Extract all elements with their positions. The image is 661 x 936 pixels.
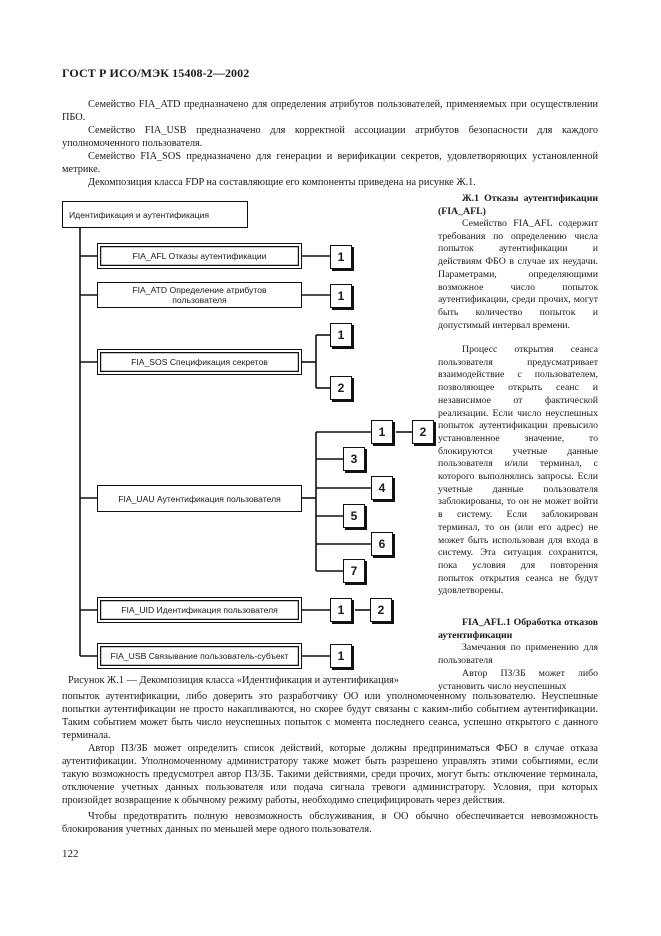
- component-box: 2: [330, 376, 352, 400]
- right-paragraph-3: Замечания по применению для пользователя: [438, 642, 598, 666]
- component-box: 1: [330, 245, 352, 269]
- paragraph-decomposition: Декомпозиция класса FDP на составляющие его компоненты приведена на рисунке Ж.1.: [88, 177, 476, 188]
- component-box: 1: [330, 323, 352, 347]
- class-box-root-label: Идентификация и аутентификация: [69, 209, 210, 220]
- class-box-root: [62, 201, 248, 228]
- component-box: 7: [343, 559, 365, 583]
- family-label: FIA_USB Связывание пользователь-субъект: [110, 651, 289, 661]
- family-box-fia-usb: [97, 643, 302, 669]
- paragraph-fia-sos: Семейство FIA_SOS предназначено для генерации и верификации секретов, удовлетворяющих установленной метрике.: [62, 151, 598, 176]
- paragraph-fia-atd: Семейство FIA_ATD предназначено для определения атрибутов пользователей, применяемых при осуществлении ПБО.: [62, 99, 598, 124]
- family-label: FIA_SOS Спецификация секретов: [131, 357, 268, 367]
- family-label: FIA_AFL Отказы аутентификации: [132, 251, 267, 261]
- component-box: 6: [371, 532, 393, 556]
- family-label: FIA_ATD Определение атрибутов пользователя: [132, 285, 267, 305]
- paragraph-denial-of-service: Чтобы предотвратить полную невозможность обслуживания, в ОО обычно обеспечивается невозможность блокирования учетных данных по меньшей мере одного пользователя.: [62, 811, 598, 836]
- component-box: 3: [343, 447, 365, 471]
- subsection-heading-fia-afl-1: FIA_AFL.1 Обработка отказов аутентификации: [438, 617, 598, 641]
- paragraph-actions: Автор ПЗ/ЗБ может определить список действий, которые должны предприниматься ФБО в случае отказа аутентификации. Уполномоченному администратору также может быть разрешено управлять этими событиями, если такую возможность предусмотрел автор ПЗ/ЗБ. Такими действиями, среди прочих, могут быть: отключение терминала, отключение учетных данных пользователя или подача сигнала тревоги администратору. Условия, при которых произойдет возвращение к обычному режиму работы, необходимо специфицировать через действия.: [62, 743, 598, 807]
- family-box-fia-sos: [97, 349, 302, 375]
- right-paragraph-1: Семейство FIA_AFL содержит требования по определению числа попыток аутентификации и действиям ФБО в случае их неудачи. Параметрами, определяющими возможное число попыток аутентификации, среди прочих, могут быть количество попыток и допустимый интервал времени.: [438, 218, 598, 331]
- component-box: 1: [330, 284, 352, 308]
- component-box: 1: [330, 644, 352, 668]
- family-box-fia-afl: [97, 243, 302, 269]
- family-label: FIA_UAU Аутентификация пользователя: [118, 493, 281, 504]
- family-box-fia-uau: [97, 485, 302, 512]
- component-box: 2: [412, 420, 434, 444]
- component-box: 5: [343, 504, 365, 528]
- component-box: 1: [330, 598, 352, 622]
- section-heading-fia-afl: Ж.1 Отказы аутентификации (FIA_AFL): [438, 193, 598, 217]
- component-box: 2: [370, 598, 392, 622]
- paragraph-fia-usb: Семейство FIA_USB предназначено для корректной ассоциации атрибутов безопасности для каждого уполномоченного пользователя.: [62, 125, 598, 150]
- right-paragraph-2: Процесс открытия сеанса пользователя предусматривает взаимодействие с пользователем, позволяющее открыть сеанс и независимое от фактической реализации. Если число неуспешных попыток аутентификации превысило установленное значение, то блокируются учетные данные пользователя и/или терминал, с которого выполнялись запросы. Если учетные данные пользователя заблокированы, то он не может войти в систему. Если заблокирован терминал, то он (или его адрес) не может быть использован для входа в систему. Эта ситуация сохранится, пока условия для повторения попыток открытия сеанса не будут удовлетворены.: [438, 344, 598, 597]
- document-header: ГОСТ Р ИСО/МЭК 15408-2—2002: [62, 66, 250, 80]
- component-box: 1: [371, 420, 393, 444]
- page-number: 122: [62, 848, 79, 860]
- right-paragraph-4: Автор ПЗ/ЗБ может либо установить число неуспешных: [438, 668, 598, 692]
- figure-caption: Рисунок Ж.1 — Декомпозиция класса «Идентификация и аутентификация»: [68, 675, 400, 686]
- paragraph-continuation: попыток аутентификации, либо доверить это разработчику ОО или уполномоченному пользователю. Неуспешные попытки аутентификации не просто накапливаются, но скорее будут связаны с каким-либо событием аутентификации. Таким событием может быть число неуспешных попыток с момента последнего сеанса, успешно открытого с данного терминала.: [62, 691, 598, 742]
- family-label: FIA_UID Идентификация пользователя: [121, 605, 278, 615]
- family-box-fia-uid: [97, 597, 302, 623]
- component-box: 4: [371, 476, 393, 500]
- family-box-fia-atd: [97, 282, 302, 308]
